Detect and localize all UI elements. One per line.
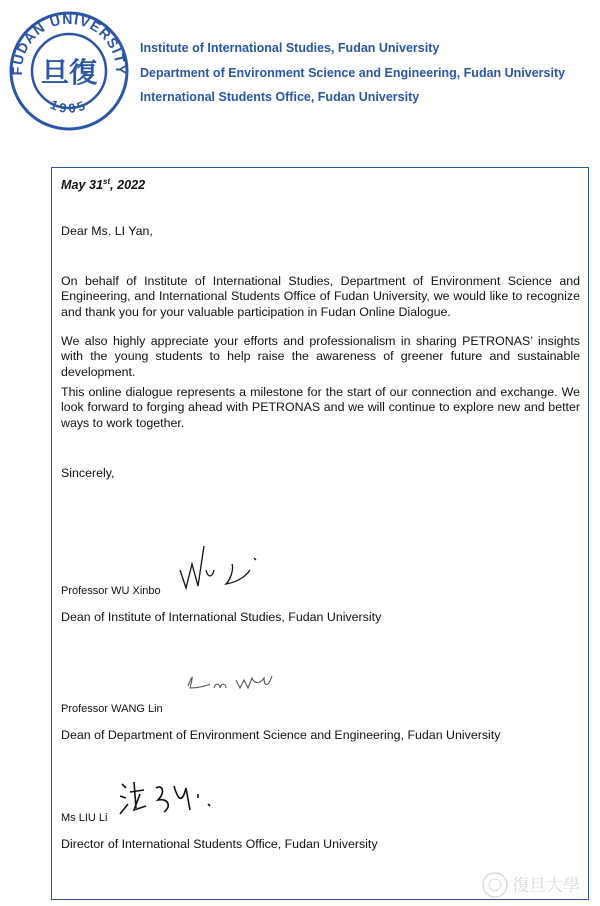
header-line-department: Department of Environment Science and Engineering, Fudan University	[140, 65, 566, 80]
header-line-students-office: International Students Office, Fudan University	[140, 90, 420, 104]
signer-title-wang-lin: Dean of Department of Environment Science and Engineering, Fudan University	[61, 728, 501, 742]
signer-name-wang-lin: Professor WANG Lin	[61, 703, 163, 715]
letter-date: May 31st, 2022	[61, 177, 146, 193]
letter-paragraph-2: We also highly appreciate your efforts and professionalism in sharing PETRONAS’ insights with the young students to help raise the awareness of greener future and sustainable development.	[61, 334, 580, 379]
header-line-institute: Institute of International Studies, Fudan University	[140, 41, 440, 55]
signature-wu-xinbo	[176, 540, 266, 596]
signer-title-wu-xinbo: Dean of Institute of International Studies, Fudan University	[61, 610, 382, 624]
letter-greeting: Dear Ms. LI Yan,	[61, 224, 153, 238]
signer-name-liu-li: Ms LIU Li	[61, 812, 108, 824]
letter-closing: Sincerely,	[61, 466, 115, 480]
svg-text:1905	[48, 97, 90, 116]
signer-name-wu-xinbo: Professor WU Xinbo	[61, 585, 161, 597]
signature-liu-li	[114, 774, 216, 822]
letter-paragraph-1: On behalf of Institute of International Studies, Department of Environment Science and Engineering, and International Students Office of Fudan University, we would like to recognize and thank you for your valuable participation in Fudan Online Dialogue.	[61, 274, 580, 319]
fudan-seal-icon	[483, 873, 507, 897]
logo-year: 1905	[48, 96, 90, 117]
fudan-watermark	[480, 870, 592, 900]
signature-wang-lin	[180, 658, 280, 702]
logo-university-name: FUDAN UNIVERSITY	[8, 10, 130, 76]
letterhead	[140, 38, 565, 112]
signer-title-liu-li: Director of International Students Office, Fudan University	[61, 837, 378, 851]
date-superscript: st	[103, 177, 111, 186]
logo-emblem: 旦復	[40, 56, 98, 89]
watermark-text: 復旦大學	[512, 876, 580, 896]
fudan-university-logo	[8, 10, 130, 132]
letter-paragraph-3: This online dialogue represents a milestone for the start of our connection and exchange. We look forward to forging ahead with PETRONAS and we will continue to explore new and better ways to work together.	[61, 385, 580, 430]
